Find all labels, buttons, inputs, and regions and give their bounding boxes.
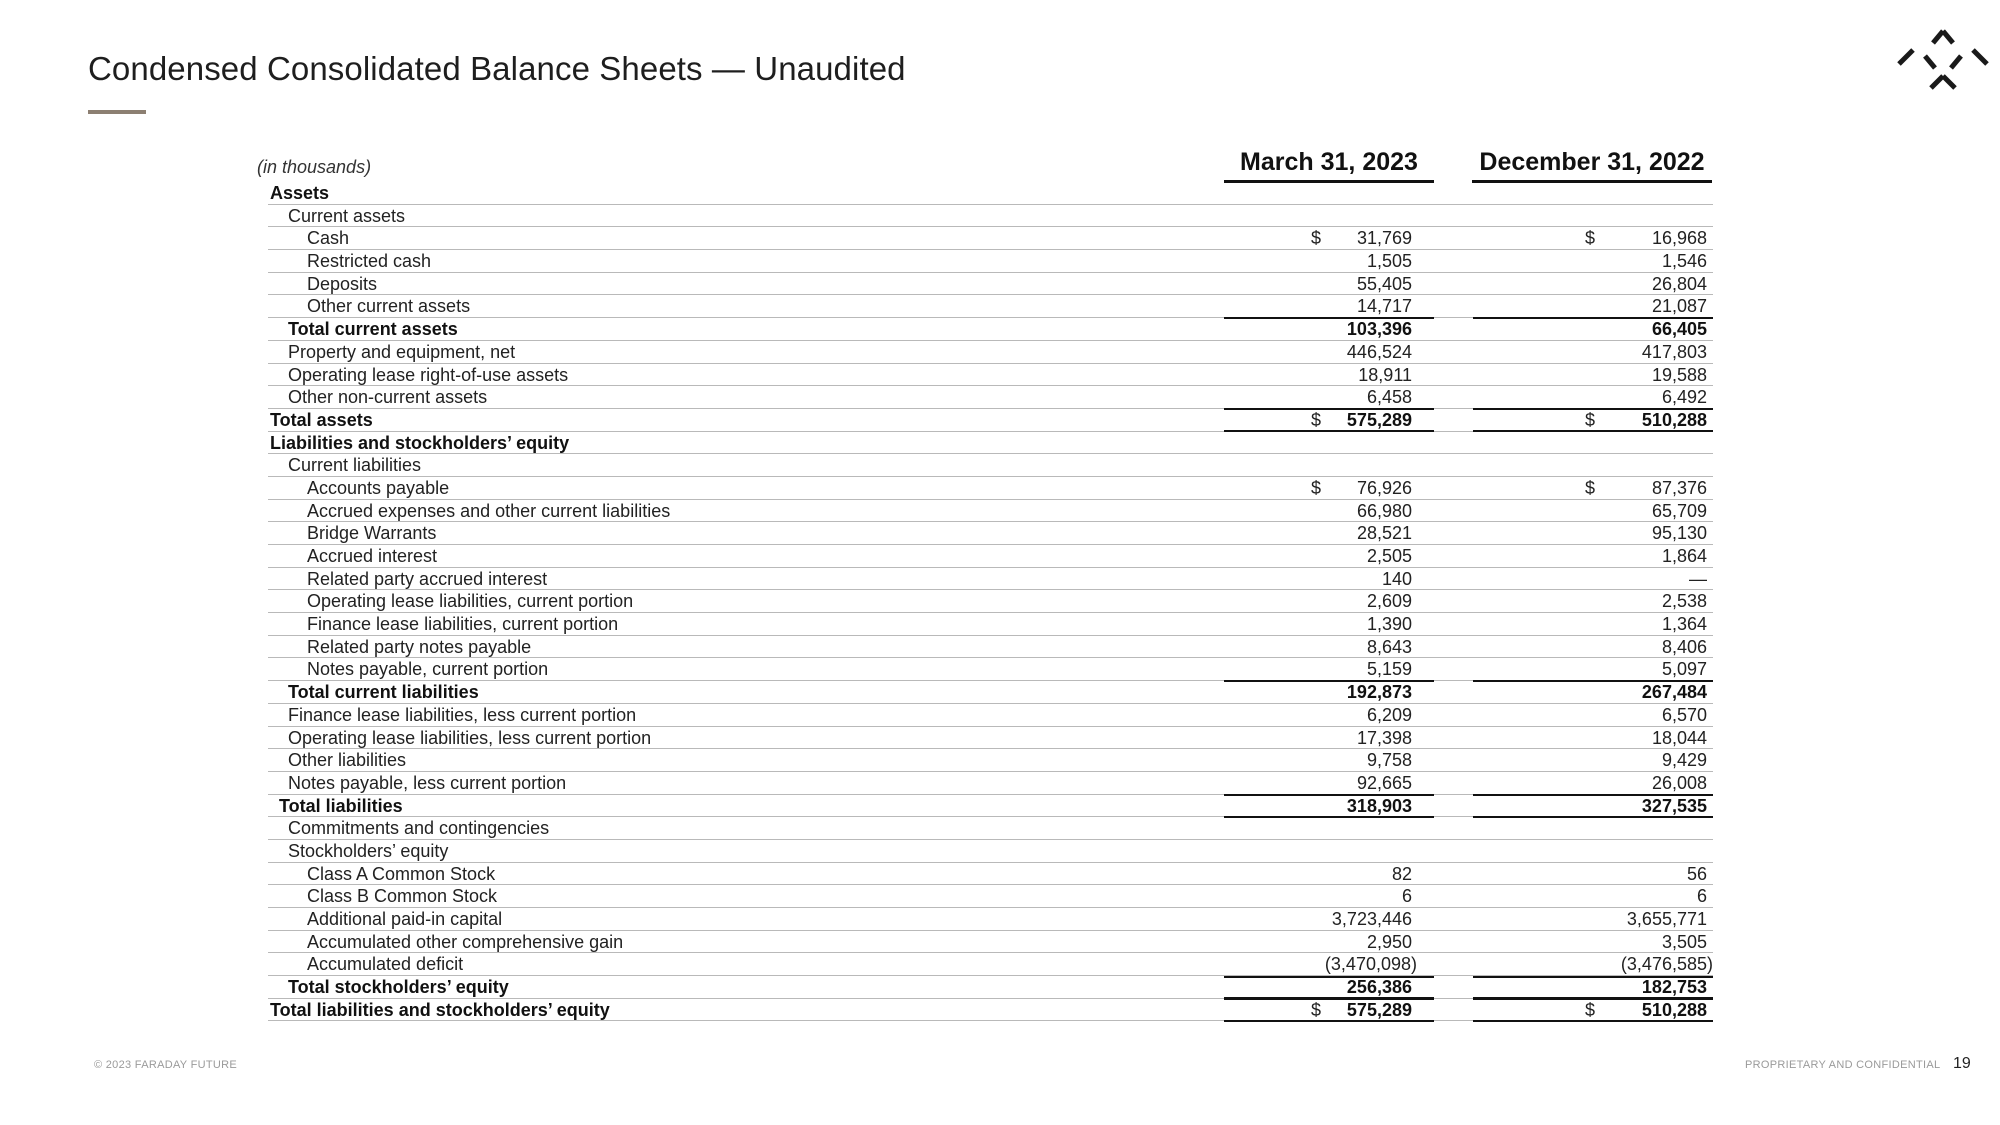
subtotal-rule: [1224, 976, 1434, 978]
row-label: Total current liabilities: [288, 682, 479, 703]
row-label: Total liabilities and stockholders’ equity: [270, 999, 610, 1020]
value-march-2023: 6,458: [1366, 387, 1412, 408]
value-december-2022: (3,476,585): [1620, 954, 1713, 975]
value-march-2023: 82: [1391, 863, 1412, 884]
table-row: [268, 953, 1713, 976]
value-march-2023: 55,405: [1356, 273, 1412, 294]
currency-symbol: $: [1585, 409, 1596, 430]
value-march-2023: 2,950: [1366, 931, 1412, 952]
row-label: Stockholders’ equity: [288, 840, 449, 861]
value-march-2023: 2,609: [1366, 591, 1412, 612]
value-march-2023: 575,289: [1346, 409, 1412, 430]
table-row: [268, 295, 1713, 318]
row-label: Accounts payable: [307, 477, 450, 498]
table-row: [268, 908, 1713, 931]
value-december-2022: 182,753: [1641, 977, 1707, 998]
value-december-2022: 18,044: [1651, 727, 1707, 748]
row-label: Liabilities and stockholders’ equity: [270, 432, 570, 453]
table-row: [268, 590, 1713, 613]
row-label: Additional paid-in capital: [307, 909, 503, 929]
row-label: Finance lease liabilities, current portion: [307, 614, 619, 635]
currency-symbol: $: [1311, 409, 1322, 430]
table-row: [268, 749, 1713, 772]
value-december-2022: 510,288: [1641, 999, 1707, 1020]
confidential-notice: PROPRIETARY AND CONFIDENTIAL: [1745, 1059, 1941, 1071]
row-label: Current liabilities: [288, 455, 422, 476]
value-december-2022: 16,968: [1651, 228, 1707, 249]
value-december-2022: 19,588: [1651, 364, 1707, 385]
table-row: [268, 409, 1713, 432]
subtotal-rule: [1473, 680, 1713, 682]
value-march-2023: 446,524: [1346, 341, 1412, 362]
currency-symbol: $: [1585, 228, 1596, 249]
table-row: [268, 432, 1713, 455]
value-march-2023: (3,470,098): [1324, 954, 1417, 975]
table-row: [268, 227, 1713, 250]
row-label: Bridge Warrants: [307, 523, 437, 544]
value-december-2022: 26,804: [1651, 273, 1707, 294]
table-row: [268, 341, 1713, 364]
table-row: [268, 500, 1713, 523]
table-row: [268, 704, 1713, 727]
value-march-2023: 14,717: [1356, 296, 1412, 317]
units-note: (in thousands): [257, 157, 372, 177]
table-row: [268, 681, 1713, 704]
row-label: Current assets: [288, 205, 406, 226]
subtotal-rule: [1224, 998, 1434, 1000]
table-row: [268, 364, 1713, 387]
table-row: [268, 568, 1713, 591]
row-label: Accumulated deficit: [307, 954, 464, 975]
table-row: [268, 545, 1713, 568]
subtotal-rule: [1473, 317, 1713, 319]
value-december-2022: 6,570: [1661, 704, 1707, 725]
value-december-2022: 8,406: [1661, 636, 1707, 657]
row-label: Total assets: [270, 409, 373, 430]
value-december-2022: 21,087: [1651, 296, 1707, 317]
value-march-2023: 6: [1401, 886, 1412, 907]
value-december-2022: 65,709: [1651, 500, 1707, 521]
value-december-2022: 56: [1686, 863, 1707, 884]
value-march-2023: 575,289: [1346, 999, 1412, 1020]
table-row: [268, 205, 1713, 228]
row-label: Related party accrued interest: [307, 568, 548, 589]
value-december-2022: 9,429: [1661, 750, 1707, 771]
value-march-2023: 28,521: [1356, 523, 1412, 544]
row-label: Cash: [307, 228, 350, 249]
row-label: Class B Common Stock: [307, 886, 498, 907]
value-march-2023: 18,911: [1358, 364, 1412, 385]
value-december-2022: 66,405: [1651, 319, 1707, 340]
row-label: Other current assets: [307, 296, 471, 317]
value-december-2022: —: [1689, 568, 1707, 589]
subtotal-rule: [1473, 408, 1713, 410]
page-title: Condensed Consolidated Balance Sheets — Unaudited: [88, 50, 906, 87]
faraday-future-logo-icon: [1895, 26, 1991, 96]
value-december-2022: 1,546: [1661, 251, 1707, 272]
table-row: [268, 636, 1713, 659]
currency-symbol: $: [1585, 477, 1596, 498]
value-december-2022: 327,535: [1641, 795, 1707, 816]
page-number: 19: [1953, 1055, 1971, 1072]
value-december-2022: 3,655,771: [1626, 909, 1707, 929]
value-december-2022: 1,364: [1661, 614, 1707, 635]
row-label: Total stockholders’ equity: [288, 977, 509, 998]
value-march-2023: 1,505: [1366, 251, 1412, 272]
value-march-2023: 76,926: [1356, 477, 1412, 498]
row-label: Operating lease liabilities, current portion: [307, 591, 634, 612]
row-label: Commitments and contingencies: [288, 818, 550, 839]
subtotal-rule: [1224, 680, 1434, 682]
value-december-2022: 2,538: [1661, 591, 1707, 612]
table-row: [268, 795, 1713, 818]
table-row: [268, 976, 1713, 999]
currency-symbol: $: [1311, 999, 1322, 1020]
value-march-2023: 103,396: [1346, 319, 1412, 340]
row-label: Accrued interest: [307, 546, 438, 566]
row-label: Accumulated other comprehensive gain: [307, 931, 624, 952]
row-label: Restricted cash: [307, 251, 432, 272]
value-march-2023: 6,209: [1366, 704, 1412, 725]
value-march-2023: 3,723,446: [1331, 909, 1412, 929]
column-header-december-2022: December 31, 2022: [1472, 148, 1712, 183]
table-row: [268, 727, 1713, 750]
currency-symbol: $: [1311, 228, 1322, 249]
subtotal-rule: [1224, 408, 1434, 410]
total-rule: [1224, 1020, 1434, 1022]
table-row: [268, 273, 1713, 296]
row-label: Deposits: [307, 273, 378, 294]
value-march-2023: 2,505: [1366, 546, 1412, 566]
table-row: [268, 840, 1713, 863]
subtotal-rule: [1473, 794, 1713, 796]
subtotal-rule: [1473, 998, 1713, 1000]
table-row: [268, 250, 1713, 273]
row-label: Accrued expenses and other current liabilities: [307, 500, 671, 521]
table-row: [268, 182, 1713, 205]
value-december-2022: 87,376: [1651, 477, 1707, 498]
value-december-2022: 95,130: [1651, 523, 1707, 544]
column-header-march-2023: March 31, 2023: [1224, 148, 1434, 183]
balance-sheet-table: [268, 182, 1713, 1021]
subtotal-rule: [1224, 317, 1434, 319]
table-row: [268, 999, 1713, 1022]
subtotal-rule: [1473, 976, 1713, 978]
value-december-2022: 417,803: [1641, 341, 1707, 362]
row-label: Notes payable, less current portion: [288, 772, 567, 793]
total-rule: [1473, 1020, 1713, 1022]
row-label: Operating lease liabilities, less current portion: [288, 727, 652, 748]
value-march-2023: 5,159: [1366, 659, 1412, 680]
table-row: [268, 885, 1713, 908]
row-label: Assets: [270, 183, 330, 203]
table-row: [268, 386, 1713, 409]
table-row: [268, 522, 1713, 545]
row-label: Class A Common Stock: [307, 863, 496, 884]
value-december-2022: 26,008: [1651, 772, 1707, 793]
table-row: [268, 863, 1713, 886]
currency-symbol: $: [1585, 999, 1596, 1020]
table-row: [268, 931, 1713, 954]
table-row: [268, 658, 1713, 681]
value-march-2023: 31,769: [1356, 228, 1412, 249]
value-march-2023: 9,758: [1366, 750, 1412, 771]
row-label: Related party notes payable: [307, 636, 532, 657]
value-march-2023: 140: [1381, 568, 1412, 589]
table-row: [268, 613, 1713, 636]
currency-symbol: $: [1311, 477, 1322, 498]
value-march-2023: 8,643: [1366, 636, 1412, 657]
value-march-2023: 17,398: [1356, 727, 1412, 748]
value-december-2022: 267,484: [1641, 682, 1707, 703]
value-march-2023: 318,903: [1346, 795, 1412, 816]
row-label: Property and equipment, net: [288, 341, 516, 362]
value-december-2022: 6: [1696, 886, 1707, 907]
row-label: Notes payable, current portion: [307, 659, 549, 680]
value-december-2022: 6,492: [1661, 387, 1707, 408]
value-march-2023: 192,873: [1346, 682, 1412, 703]
row-label: Other liabilities: [288, 750, 407, 771]
row-label: Other non-current assets: [288, 387, 488, 408]
row-label: Total current assets: [288, 319, 458, 340]
value-march-2023: 66,980: [1356, 500, 1412, 521]
value-march-2023: 92,665: [1356, 772, 1412, 793]
value-march-2023: 1,390: [1366, 614, 1412, 635]
title-underline: [88, 110, 146, 114]
subtotal-rule: [1224, 794, 1434, 796]
value-march-2023: 256,386: [1346, 977, 1412, 998]
copyright-notice: © 2023 FARADAY FUTURE: [94, 1059, 237, 1071]
value-december-2022: 3,505: [1661, 931, 1707, 952]
row-label: Finance lease liabilities, less current portion: [288, 704, 637, 725]
table-row: [268, 772, 1713, 795]
value-december-2022: 510,288: [1641, 409, 1707, 430]
table-row: [268, 817, 1713, 840]
row-label: Total liabilities: [279, 795, 403, 816]
row-label: Operating lease right-of-use assets: [288, 364, 569, 385]
table-row: [268, 318, 1713, 341]
table-row: [268, 477, 1713, 500]
value-december-2022: 5,097: [1661, 659, 1707, 680]
table-row: [268, 454, 1713, 477]
value-december-2022: 1,864: [1661, 546, 1707, 566]
